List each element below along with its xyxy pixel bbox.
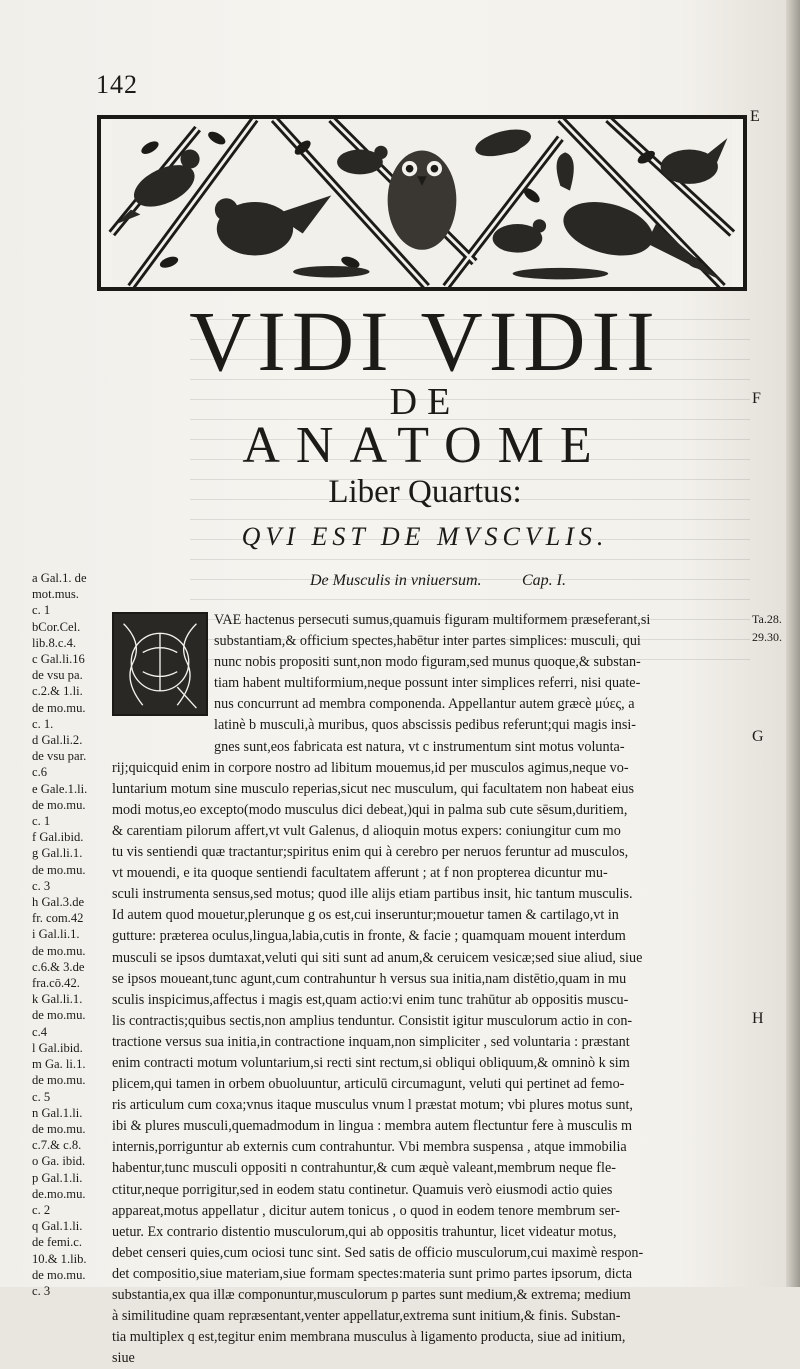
margin-note: c Gal.li.16 — [32, 652, 85, 667]
chapter-number: Cap. I. — [522, 572, 566, 589]
margin-note: c.4 — [32, 1024, 48, 1039]
margin-note: de mo.mu. — [32, 862, 86, 877]
text-line: siue — [112, 1350, 135, 1367]
title-anatome: ANATOME — [242, 417, 608, 474]
edge-letter-g: G — [752, 728, 764, 745]
text-line: modi motus,eo excepto(modo musculus dici debeat,)qui in palma sub cute sēsum,duritiem, — [112, 801, 628, 818]
woodcut-birds-foliage-illustration — [101, 119, 743, 287]
text-line: sculi instrumenta sensus,sed motus; quod ille alijs etiam partibus insit, hic tantum musculis. — [112, 886, 633, 903]
woodcut-headpiece — [97, 115, 747, 291]
margin-note: c.2.& 1.li. — [32, 684, 83, 699]
margin-note: c. 1 — [32, 814, 51, 829]
margin-note: bCor.Cel. — [32, 619, 81, 634]
margin-note: p Gal.1.li. — [32, 1170, 83, 1185]
margin-note: c.7.& c.8. — [32, 1138, 82, 1153]
margin-note: c.6 — [32, 765, 48, 780]
text-line: à similitudine quam repræsentant,venter appellatur,extrema sunt initium,& finis. Substan- — [112, 1308, 621, 1325]
margin-note: n Gal.1.li. — [32, 1105, 83, 1120]
chapter-title: De Musculis in vniuersum. — [310, 572, 482, 589]
text-line: gnes sunt,eos fabricata est natura, vt c instrumentum sint motus volunta- — [214, 738, 625, 755]
right-margin-notes — [752, 610, 782, 646]
decorated-initial — [112, 612, 208, 716]
margin-note: a Gal.1. de — [32, 571, 87, 585]
text-line: enim contracti motum voluntarium,si recti sint rectum,si obliqui obliquum,& omninò k sim — [112, 1054, 630, 1071]
text-line: ctitur,neque porrigitur,sed in eodem statu continetur. Quamuis verò eiusmodi actio quies — [112, 1181, 613, 1198]
text-line: ibi & plures musculi,quemadmodum in lingua : membra autem flectuntur fere à musculis m — [112, 1118, 633, 1135]
text-line: plicem,qui tamen in orbem obuoluuntur, articulū circumagunt, veluti qui pertinet ad femo- — [112, 1076, 625, 1093]
margin-note: de mo.mu. — [32, 1267, 86, 1282]
text-line: se ipsos moueant,tunc agunt,cum contrahuntur h versus sua initia,nam distētio,quam in mu — [112, 970, 627, 987]
right-margin-note: 29.30. — [752, 630, 782, 644]
margin-note: fr. com.42 — [32, 911, 84, 926]
text-line: nus concurrunt ad membra componenda. Appellantur autem græcè μύες, a — [214, 696, 635, 713]
margin-note: f Gal.ibid. — [32, 830, 84, 845]
margin-note: h Gal.3.de — [32, 895, 85, 910]
text-line: lis contractis;quibus sectis,non amplius tenduntur. Consistit igitur musculorum actio in con- — [112, 1012, 633, 1029]
text-line: Id autem quod mouetur,plerunque g os est,cui inseruntur;mouetur tamen & cartilago,vt in — [112, 907, 619, 924]
book-topic-line: QVI EST DE MVSCVLIS. — [241, 522, 609, 551]
text-line: habentur,tunc musculi oppositi n contrahuntur,& cum æquè valeant,membrum neque fle- — [112, 1160, 616, 1177]
margin-note: de.mo.mu. — [32, 1186, 86, 1201]
text-line: luntarium motum sine musculo reperias,sicut nec musculum, qui facultatem non habeat eius — [112, 780, 635, 797]
margin-note: de femi.c. — [32, 1235, 82, 1250]
margin-note: 10.& 1.lib. — [32, 1251, 87, 1266]
text-line: vt mouendi, e ita quoque sentiendi facultatem afferunt ; at f non propterea dicuntur mu- — [112, 865, 608, 882]
text-line: latinè b musculi,à muribus, quos abscissis pedibus referunt;qui magis insi- — [214, 717, 637, 734]
text-line: internis,porriguntur ab externis cum contrahuntur. Vbi membra suspensa , atque immobilia — [112, 1139, 627, 1156]
margin-note: k Gal.li.1. — [32, 992, 83, 1007]
margin-note: i Gal.li.1. — [32, 927, 80, 942]
margin-note: fra.cō.42. — [32, 976, 80, 991]
margin-note: e Gale.1.li. — [32, 781, 88, 796]
edge-letter-e: E — [750, 108, 760, 125]
text-line: debet censeri quies,cum ociosi tunc sint. Sed satis de officio musculorum,cui maximè respon- — [112, 1244, 644, 1261]
text-line: tractione versus sua initia,in contractione inquam,non simpliciter , sed voluntaria : præstant — [112, 1033, 630, 1050]
text-line: gutture: præterea oculus,lingua,labia,cutis in fronte, & facie ; quamquam mouent interdum — [112, 928, 626, 945]
text-line: nunc nobis propositi sunt,non modo figuram,sed munus quoque,& substan- — [214, 654, 641, 671]
margin-note: l Gal.ibid. — [32, 1040, 83, 1055]
text-line: substantia,ex qua illæ componuntur,musculorum p partes sunt medium,& extrema; medium — [112, 1287, 631, 1303]
margin-note: mot.mus. — [32, 587, 79, 602]
text-line: uetur. Ex contrario distentio musculorum,qui ab oppositis trahuntur, licet videatur motus, — [112, 1223, 617, 1240]
margin-note: de mo.mu. — [32, 700, 86, 715]
margin-note: m Ga. li.1. — [32, 1057, 86, 1072]
margin-note: c. 3 — [32, 878, 51, 893]
text-line: substantiam,& officium spectes,habētur inter partes simplices: musculi, qui — [214, 633, 641, 650]
left-margin-notes — [32, 570, 112, 1299]
margin-note: q Gal.1.li. — [32, 1219, 83, 1234]
text-line: sculis inspicimus,affectus i magis est,quam actio:vi enim tunc trahūtur ab oppositis muscu- — [112, 991, 629, 1008]
text-line: tu vis sentiendi quæ tractantur;spiritus enim qui à cerebro per neruos feruntur ad musculos, — [112, 844, 629, 861]
edge-letter-f: F — [752, 390, 761, 407]
margin-note: de vsu par. — [32, 749, 87, 764]
margin-note: de mo.mu. — [32, 1073, 86, 1088]
text-line: tiam habent multiformium,neque possunt inter simplices referri, nisi quate- — [214, 675, 641, 692]
right-margin-note: Ta.28. — [752, 612, 782, 626]
margin-note: o Ga. ibid. — [32, 1154, 86, 1169]
text-line: appareat,motus appellatur , dicitur autem tonicus , o quod in eodem tenore membrum ser- — [112, 1202, 620, 1219]
margin-note: c. 2 — [32, 1202, 51, 1217]
title-de: DE — [389, 381, 461, 423]
margin-note: de mo.mu. — [32, 797, 86, 812]
margin-note: c. 3 — [32, 1283, 51, 1298]
margin-note: c. 1. — [32, 716, 54, 731]
margin-note: de mo.mu. — [32, 943, 86, 958]
body-text — [112, 610, 748, 1369]
margin-note: de vsu pa. — [32, 668, 83, 683]
margin-note: de mo.mu. — [32, 1121, 86, 1136]
text-line: det compositio,siue materiam,siue formam spectes:materia sunt primo partes ipsorum, dicta — [112, 1265, 633, 1282]
text-line: tia multiplex q est,tegitur enim membrana musculus à ligamento producta, siue ad initium, — [112, 1329, 626, 1346]
margin-note: de mo.mu. — [32, 1008, 86, 1023]
margin-note: c. 5 — [32, 1089, 51, 1104]
margin-note: lib.8.c.4. — [32, 635, 77, 650]
text-line: VAE hactenus persecuti sumus,quamuis figuram multiformem præseferant,si — [214, 612, 651, 628]
book-author-title: VIDI VIDII — [189, 293, 661, 389]
margin-note: c. 1 — [32, 603, 51, 618]
page-number: 142 — [96, 70, 138, 99]
edge-letter-h: H — [752, 1010, 764, 1027]
margin-note: d Gal.li.2. — [32, 733, 83, 748]
page-gutter-edge — [786, 0, 800, 1287]
text-line: rij;quicquid enim in corpore nostro ad libitum mouemus,id per musculos agimus,neque vo- — [112, 759, 629, 776]
margin-note: g Gal.li.1. — [32, 846, 83, 861]
text-line: & carentiam pilorum affert,vt vult Galenus, d alioquin motus expers: coniungitur cum mo — [112, 822, 621, 839]
text-line: musculi se ipsos dumtaxat,veluti qui siti sunt ad anum,& ceruicem vesicæ;sed siue aliud, siue — [112, 949, 643, 966]
margin-note: c.6.& 3.de — [32, 959, 85, 974]
text-line: ris articulum cum coxa;vnus itaque musculus vnum l præstat motum; vbi plures motus sunt, — [112, 1097, 633, 1114]
book-subtitle: Liber Quartus: — [328, 474, 522, 510]
